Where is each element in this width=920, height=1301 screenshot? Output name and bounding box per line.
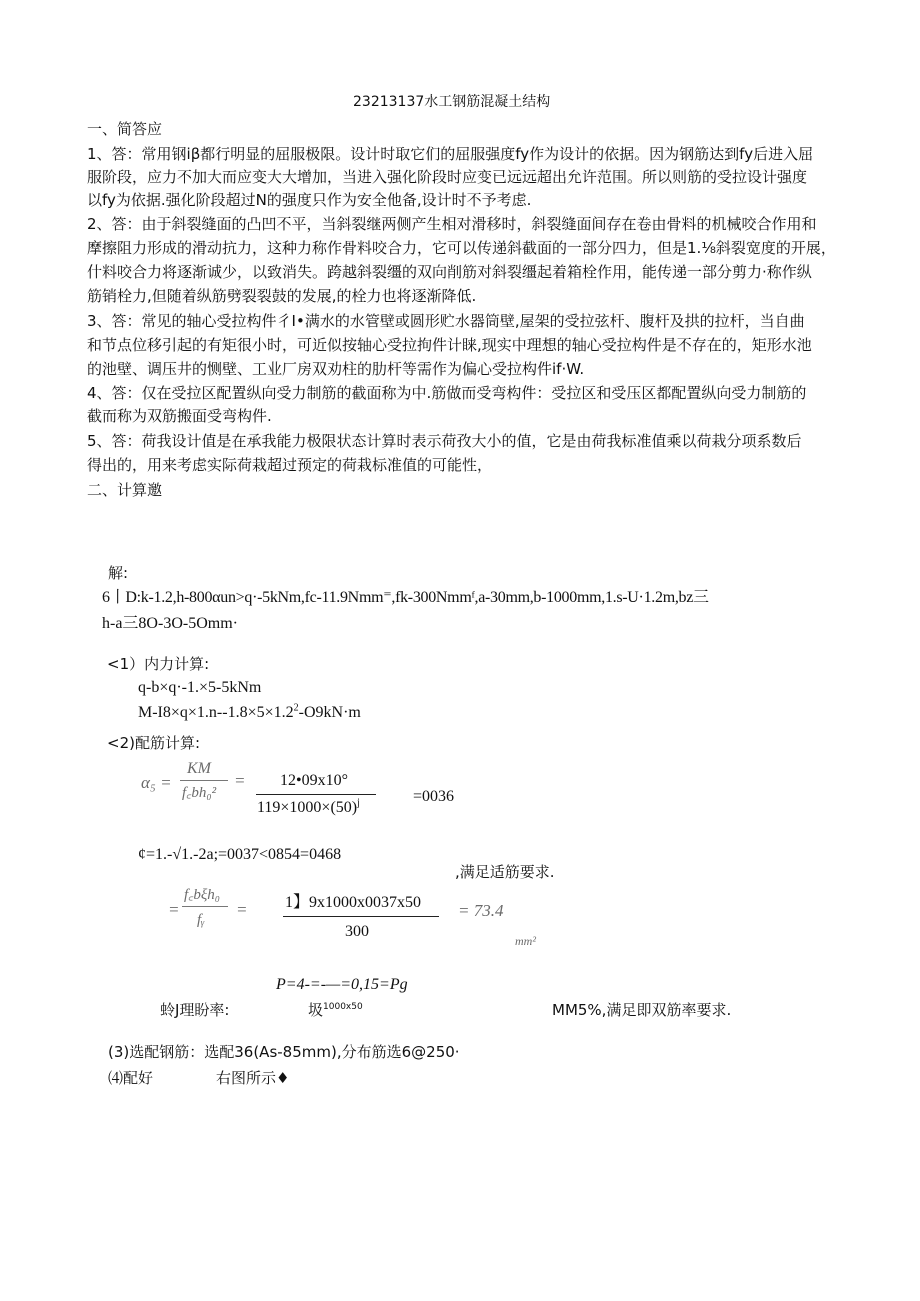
answer-line: 的池壁、调压井的恻壁、工业厂房双劝柱的肋杆等需作为偏心受拉构件if·W. — [87, 360, 585, 378]
answer-line: 得出的，用来考虑实际荷栽超过预定的荷栽标准值的可能性， — [87, 456, 493, 474]
section-heading-short-answer: 一、简答应 — [87, 120, 163, 138]
given-data-line: 6丨D:k-1.2,h-800αun>q·-5kNm,fc-11.9Nmm⁼,fk-300Nmmᶠ,a-30mm,b-1000mm,1.s-U·1.2m,bz三 — [102, 589, 709, 606]
alpha-numerator: 12•09x10° — [280, 772, 348, 789]
effective-depth-line: h-a三8O-3O-5Omm· — [102, 615, 238, 632]
answer-line: 服阶段，应力不加大而应变大大增加，当进入强化阶段时应变已远远超出允许范围。所以则筋的受拉设计强度 — [87, 168, 808, 186]
answer-line: 1、答：常用钢iβ都行明显的屈服极限。设计时取它们的屈服强度fy作为设计的依据。因为钢筋达到fy后进入屈 — [87, 145, 814, 163]
answer-line: 截而称为双筋搬面受弯构件. — [87, 407, 272, 425]
rho-formula: P=4-=-—=0,15=Pg — [276, 976, 408, 993]
as-denominator: 300 — [345, 923, 369, 940]
step-reinforcement-calc: <2)配筋计算: — [107, 734, 201, 752]
answer-line: 3、答：常见的轴心受拉构件彳I•满水的水管壁或圆形贮水器筒壁,屋架的受拉弦杆、腹杆及拱的拉杆，当自曲 — [87, 312, 805, 330]
step-layout: ⑷配好 — [108, 1069, 154, 1087]
page-title: 23213137水工钢筋混凝土结构 — [353, 94, 551, 110]
section-heading-calculation: 二、计算邀 — [87, 481, 163, 499]
moment-formula: $M-I8\times q\times 1.n--1.8\times 5\times 1.2^2-O9kN\cdot m$ — [138, 702, 361, 721]
answer-line: 什料咬合力将逐渐诚少，以致消失。跨越斜裂缰的双向削筋对斜裂缰起着箱栓作用，能传递一部分剪力·称作纵 — [87, 263, 812, 281]
load-formula: q-b×q·-1.×5-5kNm — [138, 679, 262, 696]
as-unit: mm² — [515, 934, 536, 948]
answer-line: 4、答：仅在受拉区配置纵向受力制筋的截面称为中.筋做而受弯构件：受拉区和受压区都配置纵向受力制筋的 — [87, 384, 807, 402]
answer-line: 以fy为依据.强化阶段超过N的强度只作为安全他备,设计时不予考虑. — [87, 191, 532, 209]
condition-satisfied-note: ,满足适筋要求. — [455, 863, 555, 881]
answer-line: 5、答：荷我设计值是在承我能力极限状态计算时表示荷孜大小的值，它是由荷我标准值乘以荷栽分项系数后 — [87, 432, 802, 450]
answer-line: 2、答：由于斜裂缝面的凸凹不平，当斜裂继两侧产生相对滑移时，斜裂缝面间存在卷由骨料的机械咬合作用和 — [87, 215, 817, 233]
solution-label: 解: — [108, 564, 129, 582]
step-select-bars: (3)选配钢筋：选配36(As-85mm),分布筋选6@250· — [108, 1043, 460, 1061]
step-layout-note: 右图所示♦ — [216, 1069, 290, 1087]
alpha-denominator: $119\times 1000\times(50)^j$ — [257, 797, 360, 816]
reinforcement-ratio-formula: 圾$^{1000x50}$ — [308, 1001, 363, 1019]
reinforcement-ratio-result: MM5%,满足即双筋率要求. — [552, 1001, 732, 1019]
step-internal-force: <1）内力计算: — [107, 655, 210, 673]
alpha-result: =0036 — [413, 788, 455, 805]
answer-line: 筋销栓力,但随着纵筋劈裂裂鼓的发展,的栓力也将逐渐降低. — [87, 287, 477, 305]
reinforcement-ratio-label: 蛉J理盼率: — [160, 1001, 230, 1019]
answer-line: 摩擦阻力形成的滑动抗力，这种力称作骨料咬合力，它可以传递斜截面的一部分四力，但是1.⅛斜裂宽度的开展， — [87, 239, 836, 257]
xi-formula: ¢=1.-√1.-2a;=0037<0854=0468 — [138, 846, 342, 863]
as-result: = 73.4 — [458, 901, 504, 920]
as-numerator: 1】9x1000x0037x50 — [285, 894, 422, 911]
answer-line: 和节点位移引起的有矩很小时，可近似按轴心受拉拘件计睐,现实中理想的轴心受拉构件是不存在的，矩形水池 — [87, 336, 812, 354]
